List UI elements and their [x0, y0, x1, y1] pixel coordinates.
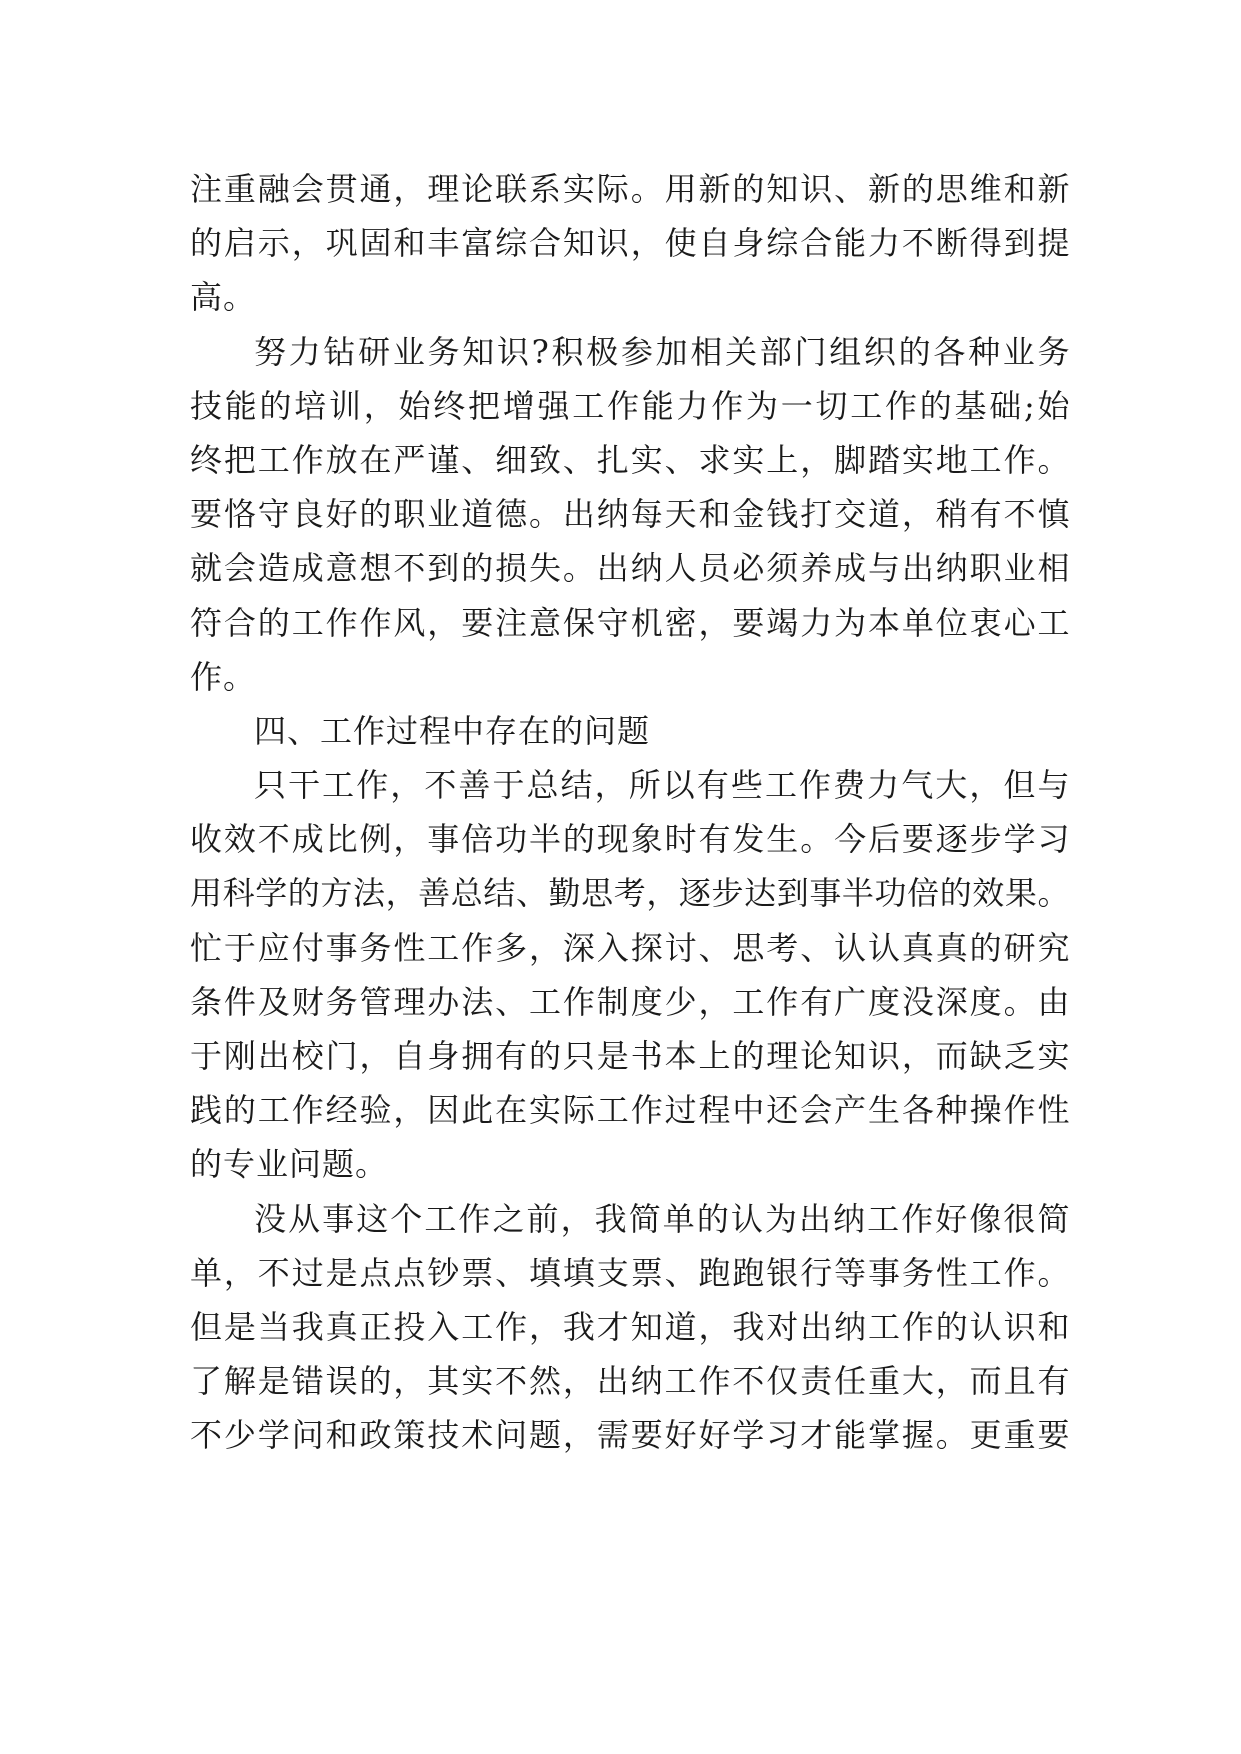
text-line: 符合的工作作风，要注意保守机密，要竭力为本单位衷心工 — [190, 603, 1070, 642]
body-text — [190, 162, 1070, 1463]
text-line: 终把工作放在严谨、细致、扎实、求实上，脚踏实地工作。 — [190, 440, 1070, 479]
text-line: 的专业问题。 — [190, 1145, 389, 1184]
text-line: 的启示，巩固和丰富综合知识，使自身综合能力不断得到提 — [190, 224, 1070, 263]
text-line: 单，不过是点点钞票、填填支票、跑跑银行等事务性工作。 — [190, 1253, 1070, 1292]
text-line: 高。 — [190, 278, 257, 317]
text-line: 就会造成意想不到的损失。出纳人员必须养成与出纳职业相 — [190, 549, 1070, 588]
text-line: 没从事这个工作之前，我简单的认为出纳工作好像很简 — [254, 1199, 1070, 1238]
text-line: 用科学的方法，善总结、勤思考，逐步达到事半功倍的效果。 — [190, 874, 1070, 913]
text-line: 忙于应付事务性工作多，深入探讨、思考、认认真真的研究 — [190, 928, 1070, 967]
text-line: 收效不成比例，事倍功半的现象时有发生。今后要逐步学习 — [190, 820, 1070, 859]
text-line: 四、工作过程中存在的问题 — [254, 711, 651, 750]
text-line: 只干工作，不善于总结，所以有些工作费力气大，但与 — [254, 766, 1070, 805]
text-line: 要恪守良好的职业道德。出纳每天和金钱打交道，稍有不慎 — [190, 495, 1070, 534]
text-line: 努力钻研业务知识?积极参加相关部门组织的各种业务 — [254, 332, 1070, 371]
text-line: 不少学问和政策技术问题，需要好好学习才能掌握。更重要 — [190, 1416, 1070, 1455]
text-line: 作。 — [190, 657, 257, 696]
text-line: 但是当我真正投入工作，我才知道，我对出纳工作的认识和 — [190, 1307, 1070, 1346]
text-line: 了解是错误的，其实不然，出纳工作不仅责任重大，而且有 — [190, 1362, 1070, 1401]
text-line: 技能的培训，始终把增强工作能力作为一切工作的基础;始 — [190, 386, 1070, 425]
text-line: 践的工作经验，因此在实际工作过程中还会产生各种操作性 — [190, 1091, 1070, 1130]
text-line: 于刚出校门，自身拥有的只是书本上的理论知识，而缺乏实 — [190, 1037, 1070, 1075]
text-line: 注重融会贯通，理论联系实际。用新的知识、新的思维和新 — [190, 170, 1070, 208]
text-line: 条件及财务管理办法、工作制度少，工作有广度没深度。由 — [190, 982, 1070, 1021]
